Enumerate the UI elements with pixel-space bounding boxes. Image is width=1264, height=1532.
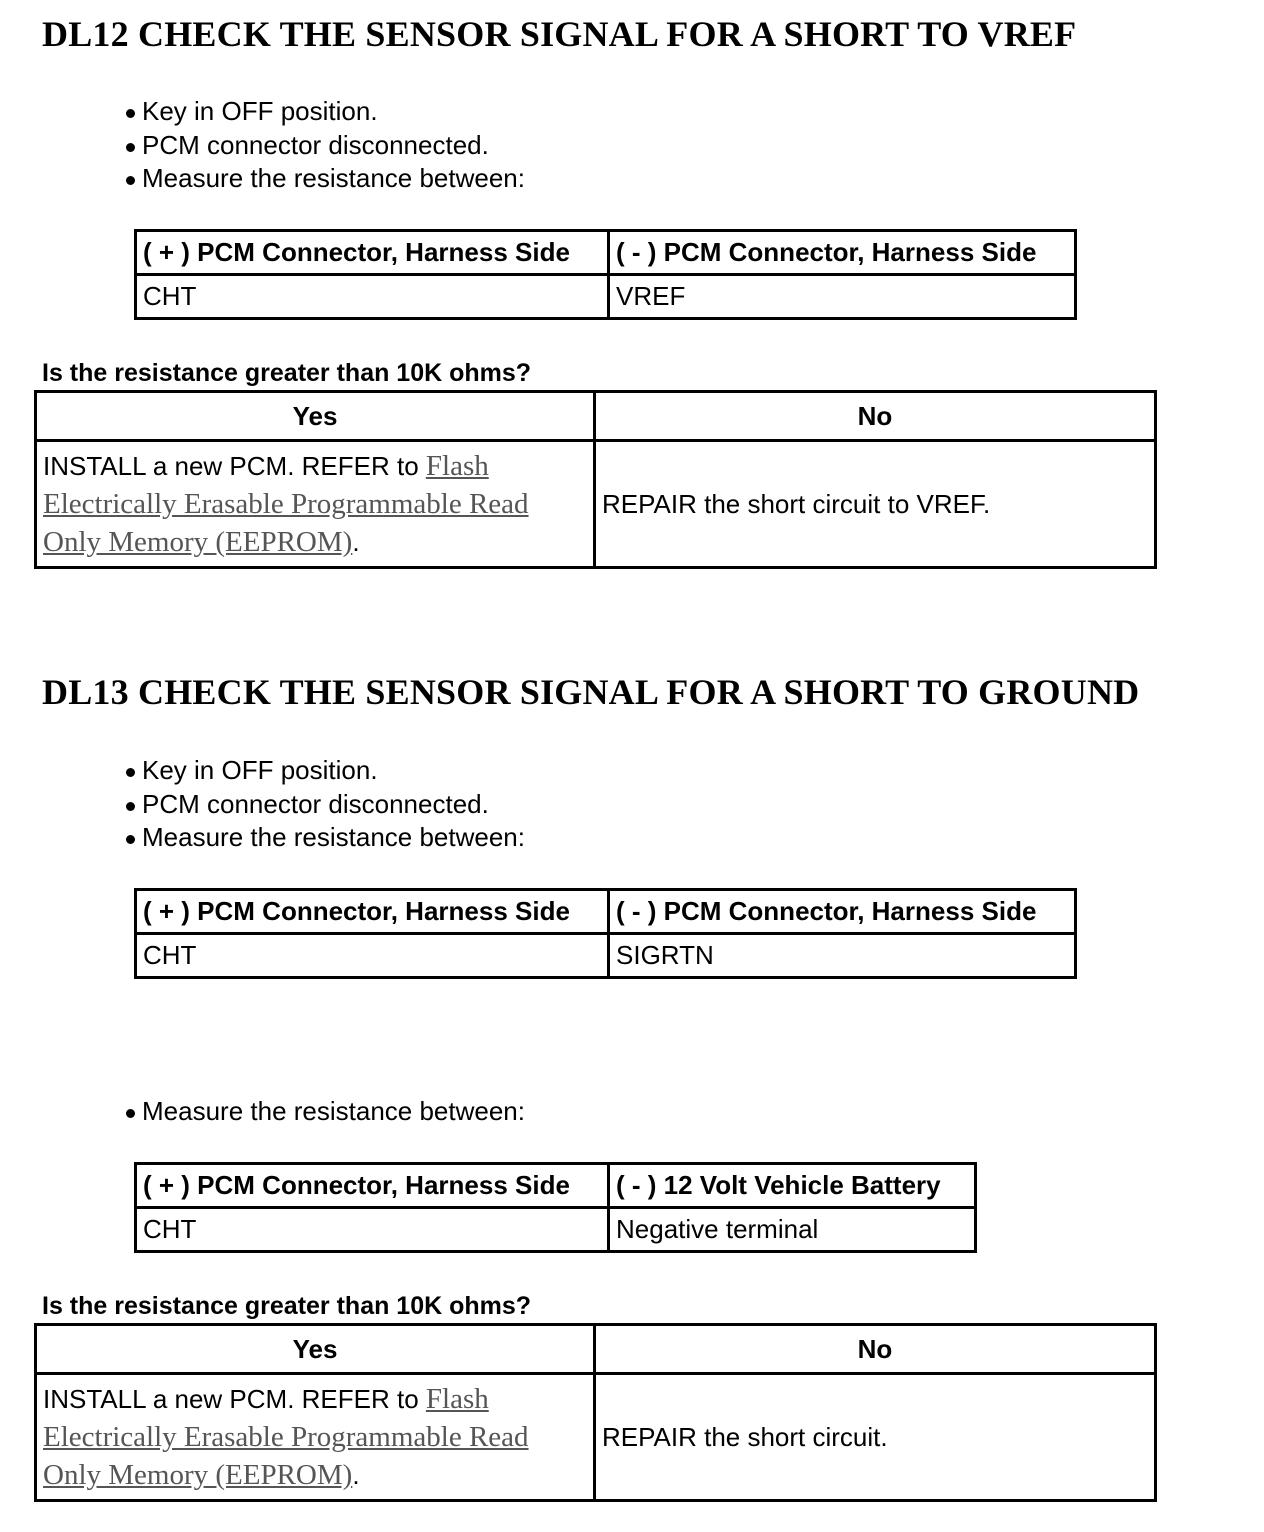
step-text: Key in OFF position. bbox=[142, 755, 378, 785]
table-header-row bbox=[136, 231, 1076, 275]
list-item bbox=[124, 95, 525, 129]
yes-suffix: . bbox=[352, 1460, 360, 1490]
bullet-icon bbox=[126, 143, 135, 152]
dl13-steps-2 bbox=[124, 1095, 525, 1129]
table-cell: CHT bbox=[136, 1208, 609, 1252]
eeprom-link[interactable]: Flash Electrically Erasable Programmable Read Only Memory (EEPROM) bbox=[43, 450, 529, 558]
yes-cell bbox=[36, 441, 595, 568]
list-item bbox=[124, 754, 525, 788]
bullet-icon bbox=[126, 176, 135, 185]
list-item bbox=[124, 788, 525, 822]
dl12-title: DL12 CHECK THE SENSOR SIGNAL FOR A SHORT TO VREF bbox=[42, 14, 1077, 54]
list-item bbox=[124, 1095, 525, 1129]
no-header: No bbox=[595, 1325, 1156, 1374]
column-header: ( + ) PCM Connector, Harness Side bbox=[136, 1164, 609, 1208]
column-header: ( + ) PCM Connector, Harness Side bbox=[136, 231, 609, 275]
table-row bbox=[36, 1374, 1156, 1501]
yes-header: Yes bbox=[36, 392, 595, 441]
step-text: PCM connector disconnected. bbox=[142, 788, 489, 819]
bullet-icon bbox=[126, 109, 135, 118]
no-cell: REPAIR the short circuit to VREF. bbox=[595, 441, 1156, 568]
no-header: No bbox=[595, 392, 1156, 441]
table-cell: CHT bbox=[136, 275, 609, 319]
step-text: Measure the resistance between: bbox=[142, 822, 525, 852]
list-item bbox=[124, 129, 525, 163]
table-header-row bbox=[136, 890, 1076, 934]
bullet-icon bbox=[126, 1109, 135, 1118]
dl12-decision-table bbox=[34, 390, 1157, 569]
dl12-steps bbox=[124, 95, 525, 196]
column-header: ( - ) 12 Volt Vehicle Battery bbox=[609, 1164, 976, 1208]
table-header-row bbox=[36, 1325, 1156, 1374]
dl13-decision-table bbox=[34, 1323, 1157, 1502]
table-row bbox=[136, 934, 1076, 978]
table-row bbox=[136, 275, 1076, 319]
dl13-measure-table-1 bbox=[134, 888, 1077, 979]
dl12-measure-table bbox=[134, 229, 1077, 320]
step-text: Measure the resistance between: bbox=[142, 163, 525, 193]
bullet-icon bbox=[126, 835, 135, 844]
column-header: ( + ) PCM Connector, Harness Side bbox=[136, 890, 609, 934]
yes-suffix: . bbox=[352, 527, 360, 557]
bullet-icon bbox=[126, 802, 135, 811]
dl13-title: DL13 CHECK THE SENSOR SIGNAL FOR A SHORT TO GROUND bbox=[42, 672, 1140, 712]
yes-header: Yes bbox=[36, 1325, 595, 1374]
eeprom-link[interactable]: Flash Electrically Erasable Programmable Read Only Memory (EEPROM) bbox=[43, 1383, 529, 1491]
table-cell: VREF bbox=[609, 275, 1076, 319]
dl12-question: Is the resistance greater than 10K ohms? bbox=[42, 359, 532, 387]
bullet-icon bbox=[126, 768, 135, 777]
column-header: ( - ) PCM Connector, Harness Side bbox=[609, 890, 1076, 934]
yes-text: INSTALL a new PCM. REFER to bbox=[43, 451, 426, 481]
table-cell: SIGRTN bbox=[609, 934, 1076, 978]
no-cell: REPAIR the short circuit. bbox=[595, 1374, 1156, 1501]
step-text: PCM connector disconnected. bbox=[142, 129, 489, 160]
dl13-question: Is the resistance greater than 10K ohms? bbox=[42, 1292, 532, 1320]
table-row bbox=[136, 1208, 976, 1252]
list-item bbox=[124, 821, 525, 855]
table-cell: CHT bbox=[136, 934, 609, 978]
dl13-steps bbox=[124, 754, 525, 855]
yes-text: INSTALL a new PCM. REFER to bbox=[43, 1384, 426, 1414]
step-text: Key in OFF position. bbox=[142, 96, 378, 126]
list-item bbox=[124, 162, 525, 196]
step-text: Measure the resistance between: bbox=[142, 1096, 525, 1126]
dl13-measure-table-2 bbox=[134, 1162, 977, 1253]
table-header-row bbox=[36, 392, 1156, 441]
yes-cell bbox=[36, 1374, 595, 1501]
table-cell: Negative terminal bbox=[609, 1208, 976, 1252]
column-header: ( - ) PCM Connector, Harness Side bbox=[609, 231, 1076, 275]
table-header-row bbox=[136, 1164, 976, 1208]
table-row bbox=[36, 441, 1156, 568]
